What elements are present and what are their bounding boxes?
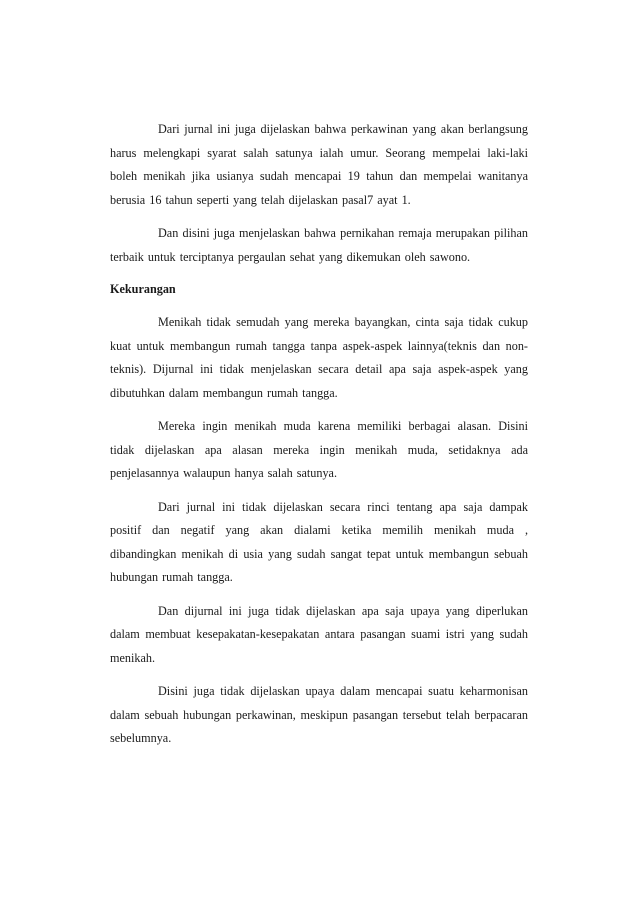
paragraph-age-requirement: Dari jurnal ini juga dijelaskan bahwa perkawinan yang akan berlangsung harus melengkapi syarat salah satunya ialah umur. Seorang mempelai laki-laki boleh menikah jika usianya sudah mencapai 19 tahun dan mempelai wanitanya berusia 16 tahun seperti yang telah dijelaskan pasal7 ayat 1.: [110, 122, 528, 207]
paragraph-teen-marriage: Dan disini juga menjelaskan bahwa pernikahan remaja merupakan pilihan terbaik untuk terciptanya pergaulan sehat yang dikemukan oleh sawono.: [110, 226, 528, 264]
document-body: [110, 118, 528, 751]
paragraph-impact: Dari jurnal ini tidak dijelaskan secara rinci tentang apa saja dampak positif dan negatif yang akan dialami ketika memilih menikah muda , dibandingkan menikah di usia yang sudah sangat tepat untuk membangun sebuah hubungan rumah tangga.: [110, 499, 528, 584]
section-heading-kekurangan: Kekurangan: [110, 282, 176, 296]
paragraph-harmony: Disini juga tidak dijelaskan upaya dalam mencapai suatu keharmonisan dalam sebuah hubungan perkawinan, meskipun pasangan tersebut telah berpacaran sebelumnya.: [110, 684, 528, 745]
paragraph-agreements: Dan dijurnal ini juga tidak dijelaskan apa saja upaya yang diperlukan dalam membuat kesepakatan-kesepakatan antara pasangan suami istri yang sudah menikah.: [110, 603, 528, 665]
paragraph-reasons: Mereka ingin menikah muda karena memiliki berbagai alasan. Disini tidak dijelaskan apa alasan mereka ingin menikah muda, setidaknya ada penjelasannya walaupun hanya salah satunya.: [110, 419, 528, 480]
paragraph-love-not-enough: Menikah tidak semudah yang mereka bayangkan, cinta saja tidak cukup kuat untuk membangun rumah tangga tanpa aspek-aspek lainnya(teknis dan non-teknis). Dijurnal ini tidak menjelaskan secara detail apa saja aspek-aspek yang dibutuhkan dalam membangun rumah tangga.: [110, 315, 528, 400]
